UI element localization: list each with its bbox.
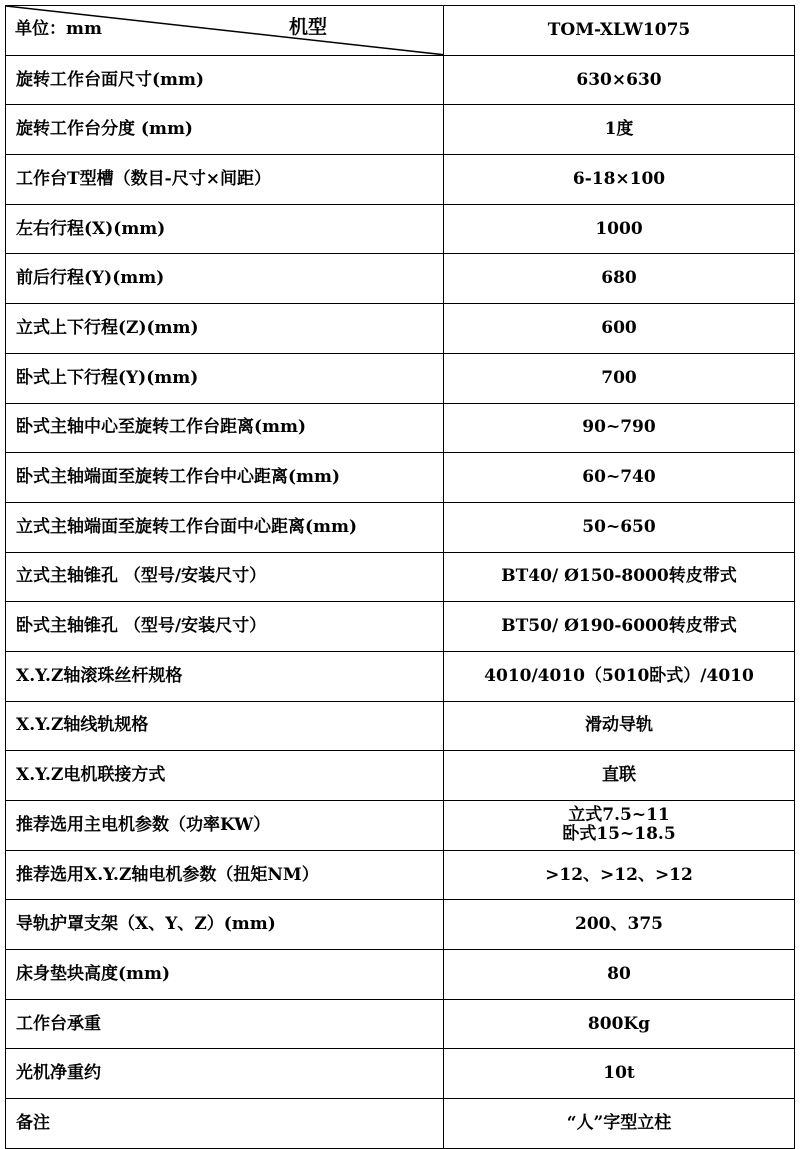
table-row — [6, 155, 795, 205]
table-row — [6, 1049, 795, 1099]
row-value: >12、>12、>12 — [444, 850, 795, 900]
row-label: 旋转工作台分度 (mm) — [6, 105, 444, 155]
table-row — [6, 999, 795, 1049]
table-header-row — [6, 6, 795, 56]
table-row — [6, 950, 795, 1000]
row-label: 床身垫块高度(mm) — [6, 950, 444, 1000]
row-label: 工作台承重 — [6, 999, 444, 1049]
row-value: 4010/4010（5010卧式）/4010 — [444, 651, 795, 701]
table-row — [6, 701, 795, 751]
row-label: 立式上下行程(Z)(mm) — [6, 304, 444, 354]
row-label: 工作台T型槽（数目-尺寸×间距） — [6, 155, 444, 205]
table-row — [6, 751, 795, 801]
row-value: 630×630 — [444, 55, 795, 105]
row-value: 600 — [444, 304, 795, 354]
row-value: 680 — [444, 254, 795, 304]
row-label: 导轨护罩支架（X、Y、Z）(mm) — [6, 900, 444, 950]
row-value: 6-18×100 — [444, 155, 795, 205]
motor-power-values — [562, 806, 675, 844]
row-label: 推荐选用主电机参数（功率KW） — [6, 801, 444, 851]
row-value: “人”字型立柱 — [444, 1099, 795, 1149]
row-label: 立式主轴端面至旋转工作台面中心距离(mm) — [6, 502, 444, 552]
row-label: 旋转工作台面尺寸(mm) — [6, 55, 444, 105]
row-label: 卧式主轴中心至旋转工作台距离(mm) — [6, 403, 444, 453]
table-row — [6, 204, 795, 254]
row-label: 推荐选用X.Y.Z轴电机参数（扭矩NM） — [6, 850, 444, 900]
row-label: 立式主轴锥孔 （型号/安装尺寸） — [6, 552, 444, 602]
table-row — [6, 552, 795, 602]
row-value: 1度 — [444, 105, 795, 155]
table-row — [6, 801, 795, 851]
table-row — [6, 55, 795, 105]
table-row — [6, 304, 795, 354]
row-value: 直联 — [444, 751, 795, 801]
row-label: X.Y.Z轴线轨规格 — [6, 701, 444, 751]
table-row — [6, 850, 795, 900]
row-value: 滑动导轨 — [444, 701, 795, 751]
table-row — [6, 453, 795, 503]
horizontal-motor-power: 卧式15~18.5 — [562, 824, 676, 845]
row-value: 50~650 — [444, 502, 795, 552]
table-row — [6, 1099, 795, 1149]
row-value: 1000 — [444, 204, 795, 254]
model-label: 机型 — [289, 16, 328, 38]
table-row — [6, 403, 795, 453]
table-row — [6, 254, 795, 304]
row-label: 备注 — [6, 1099, 444, 1149]
row-label: 卧式主轴锥孔 （型号/安装尺寸） — [6, 602, 444, 652]
spec-table — [5, 5, 795, 1149]
row-value: 10t — [444, 1049, 795, 1099]
model-value: TOM-XLW1075 — [444, 6, 795, 56]
table-row — [6, 353, 795, 403]
row-label: 左右行程(X)(mm) — [6, 204, 444, 254]
table-row — [6, 900, 795, 950]
row-value: 800Kg — [444, 999, 795, 1049]
row-label: 前后行程(Y)(mm) — [6, 254, 444, 304]
table-row — [6, 651, 795, 701]
table-row — [6, 602, 795, 652]
row-label: X.Y.Z电机联接方式 — [6, 751, 444, 801]
row-label: 卧式上下行程(Y)(mm) — [6, 353, 444, 403]
row-value: 60~740 — [444, 453, 795, 503]
row-value: BT40/ Ø150-8000转皮带式 — [444, 552, 795, 602]
row-value: BT50/ Ø190-6000转皮带式 — [444, 602, 795, 652]
unit-label: 单位：mm — [15, 19, 102, 39]
vertical-motor-power: 立式7.5~11 — [568, 805, 670, 826]
row-value: 700 — [444, 353, 795, 403]
table-row — [6, 502, 795, 552]
row-value — [444, 801, 795, 851]
row-label: 卧式主轴端面至旋转工作台中心距离(mm) — [6, 453, 444, 503]
table-row — [6, 105, 795, 155]
row-label: X.Y.Z轴滚珠丝杆规格 — [6, 651, 444, 701]
row-label: 光机净重约 — [6, 1049, 444, 1099]
row-value: 80 — [444, 950, 795, 1000]
row-value: 200、375 — [444, 900, 795, 950]
header-corner-cell — [6, 6, 444, 56]
row-value: 90~790 — [444, 403, 795, 453]
